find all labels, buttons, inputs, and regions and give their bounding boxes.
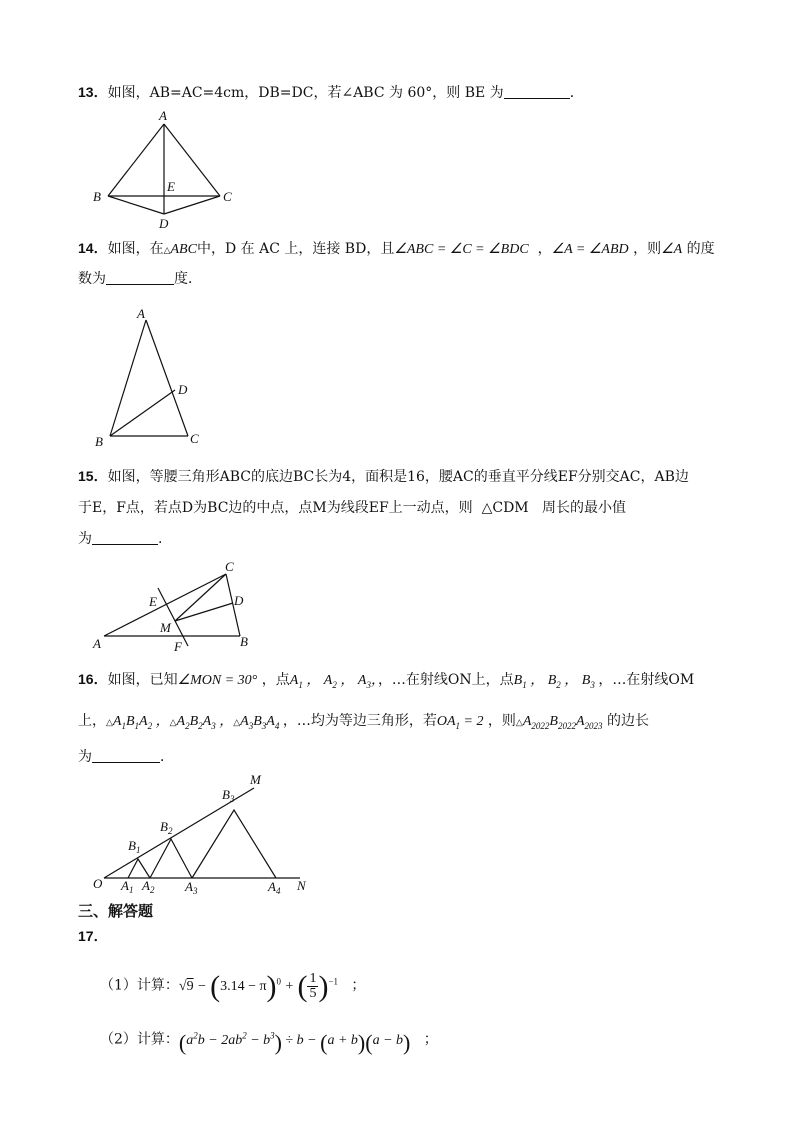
q14-sep: ， (537, 241, 552, 257)
q14-label-a: A (137, 306, 145, 321)
q13-label-b: B (93, 189, 101, 204)
q16-text-1b: ，点 (261, 672, 290, 688)
q15-number: 15． (78, 468, 108, 484)
q16-number: 16． (78, 671, 108, 687)
q14-text-b: 中，D 在 AC 上，连接 BD，且 (196, 241, 395, 257)
q16-label-o: O (93, 876, 103, 891)
q15-end: . (158, 531, 163, 547)
q16-oa: OA (436, 714, 456, 729)
q14-triangle-symbol: △ (163, 246, 171, 256)
q17-part2-expression: $(a^2b - 2ab^2 - b^3) \div b - (a + b)(a - b)$ (178, 1029, 411, 1055)
section-heading: 三、解答题 (78, 903, 154, 920)
q16-triangle-2 (150, 839, 192, 878)
q14-line1 (78, 238, 715, 261)
q14-seg-bd (110, 390, 175, 436)
q17-part2-end: ； (423, 1031, 438, 1048)
q16-answer-blank[interactable] (92, 748, 160, 763)
q13-answer-blank[interactable] (504, 84, 570, 99)
q14-answer-blank[interactable] (106, 270, 174, 285)
q15-text-2b: 周长的最小值 (542, 500, 626, 516)
q15-label-c: C (225, 559, 234, 574)
q16-label-a1: $A_1$ (121, 878, 134, 895)
q15-line3 (78, 529, 162, 549)
q15-label-f: F (174, 639, 182, 654)
q16-points-b: $B_1$ ， $B_2$ ， $B_3$ (513, 673, 595, 690)
q13-seg-bd (108, 196, 164, 214)
q16-label-a2: $A_2$ (142, 878, 155, 895)
q13-figure (90, 108, 250, 233)
q14-condition-1: ∠ABC = ∠C = ∠BDC (394, 242, 529, 257)
q16-text-2a: 上， (78, 713, 106, 729)
q17-line (78, 926, 108, 947)
q17-part1 (100, 964, 365, 1004)
q15-seg-md (175, 603, 233, 621)
q15-seg-mc (175, 574, 226, 621)
q16-label-a4: $A_4$ (268, 879, 281, 896)
q14-abc: ABC (170, 242, 197, 257)
q13-text: 如图，AB=AC=4cm，DB=DC，若∠ABC 为 60°，则 BE 为 (107, 85, 504, 101)
q15-cdm: △CDM (481, 500, 529, 516)
q14-seg-ab (110, 320, 146, 436)
q16-text-2b: ，…均为等边三角形，若 (282, 713, 437, 729)
q17-number: 17． (78, 928, 108, 944)
q14-line2 (78, 269, 202, 289)
q16-point-labels (120, 787, 281, 896)
q15-label-d: D (234, 593, 244, 608)
q16-label-n: N (297, 878, 306, 893)
q16-label-a3: $A_3$ (185, 879, 198, 896)
q13-label-e: E (167, 179, 175, 194)
q17-part2-label: （2）计算： (100, 1031, 179, 1048)
q16-line3 (78, 747, 174, 767)
q14-figure (90, 300, 220, 450)
q15-line2 (78, 498, 626, 518)
q17-part1-end: ； (351, 977, 366, 994)
q14-text-c: ，则 (633, 241, 662, 257)
q13-number: 13． (78, 84, 108, 100)
q13-seg-cd (164, 196, 220, 214)
q16-label-b2: $B_2$ (160, 819, 173, 836)
q16-oa1: $OA_1 = 2$ (436, 714, 484, 731)
q14-label-d: D (178, 382, 188, 397)
q14-label-b: B (95, 434, 103, 449)
q15-label-e: E (149, 594, 157, 609)
q15-text-1: 如图，等腰三角形ABC的底边BC长为4，面积是16，腰AC的垂直平分线EF分别交AC，AB边 (107, 469, 689, 485)
q14-label-c: C (190, 431, 199, 446)
q14-number: 14． (78, 240, 108, 256)
q16-line2 (78, 711, 649, 736)
q13-label-c: C (223, 189, 232, 204)
q16-label-m: M (250, 772, 261, 787)
q16-triangle-3 (192, 810, 276, 878)
q15-label-b: B (240, 634, 248, 649)
q13-label-d: D (159, 216, 169, 231)
q17-part2 (100, 1020, 438, 1058)
q16-text-1c: ，…在射线ON上，点 (377, 672, 514, 688)
q16-text-2c: ，则 (487, 713, 516, 729)
q14-seg-ac (146, 320, 188, 436)
q13-end: ． (569, 85, 584, 101)
q16-label-b1: $B_1$ (128, 838, 141, 855)
q16-triangles: $\triangle A_1B_1A_2$ ，$\triangle A_2B_2A_3$ ，$\triangle A_3B_3A_4$ (106, 714, 280, 731)
q16-target-triangle: $\triangle A_{2022}B_{2022}A_{2023}$ (515, 714, 603, 731)
q16-text-2d: 的边长 (606, 713, 649, 729)
q16-angle: ∠MON = 30° (177, 673, 258, 688)
q17-part1-expression: $√9 - (3.14 - \pi)^0$ + ( $\frac{1}{5}$ )$^{-1}$ (178, 969, 339, 1003)
q14-line2-b: 度． (174, 271, 202, 287)
q17-part1-label: （1）计算： (100, 977, 179, 994)
q16-label-b3: $B_3$ (222, 787, 235, 804)
q16-text-3: 为 (78, 749, 92, 765)
q13-label-a: A (159, 108, 167, 123)
q15-seg-ef (158, 588, 188, 646)
q16-oa-value: = 2 (460, 714, 484, 729)
q15-figure (90, 558, 270, 653)
q14-condition-2: ∠A = ∠ABD (551, 242, 629, 257)
q13-seg-ab (108, 124, 164, 196)
q14-angle-a: ∠A (661, 242, 683, 257)
q15-text-3: 为 (78, 531, 92, 547)
q16-figure (90, 770, 320, 895)
q14-text-d: 的度 (686, 241, 715, 257)
q15-line1 (78, 466, 689, 487)
q16-text-1d: ，…在射线OM (598, 672, 695, 688)
q16-text-1a: 如图，已知 (107, 672, 178, 688)
q14-text-a: 如图，在 (107, 241, 164, 257)
q14-line2-a: 数为 (78, 271, 106, 287)
q15-text-2: 于E，F点，若点D为BC边的中点，点M为线段EF上一动点，则 (78, 500, 473, 516)
q15-label-m: M (160, 620, 171, 635)
q13-line (78, 82, 584, 103)
q16-end: ． (160, 749, 174, 765)
q15-answer-blank[interactable] (92, 530, 158, 545)
q16-points-a: $A_1$ ， $A_2$ ， $A_3$， (289, 673, 378, 690)
q15-label-a: A (93, 636, 101, 651)
q16-line1 (78, 669, 694, 695)
